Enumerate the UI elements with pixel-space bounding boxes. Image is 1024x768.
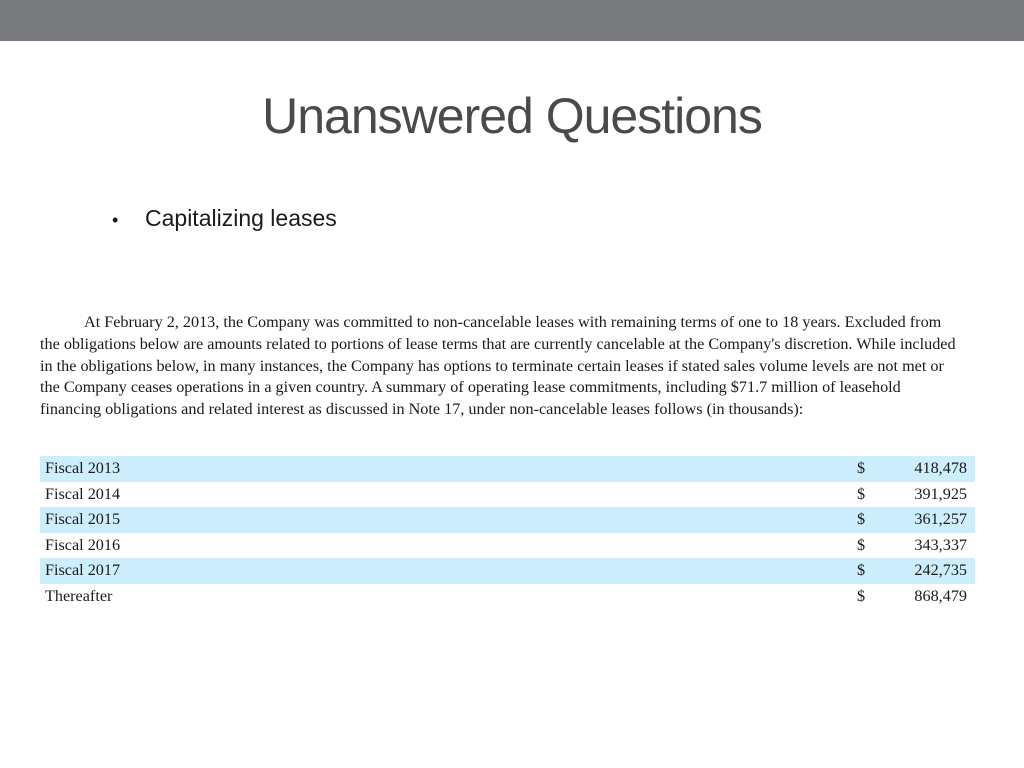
table-row <box>40 456 975 482</box>
bullet-item <box>112 202 337 236</box>
row-currency: $ <box>857 558 913 584</box>
row-label: Fiscal 2016 <box>45 535 121 554</box>
row-label: Fiscal 2013 <box>40 456 857 482</box>
row-label: Thereafter <box>45 586 113 605</box>
row-label: Fiscal 2017 <box>40 558 857 584</box>
row-currency: $ <box>857 535 866 554</box>
row-currency: $ <box>857 586 866 605</box>
row-currency: $ <box>857 507 913 533</box>
row-amount: 343,337 <box>914 535 967 554</box>
slide-title: Unanswered Questions <box>262 88 762 144</box>
bullet-text: Capitalizing leases <box>145 205 337 231</box>
row-amount: 242,735 <box>913 558 975 584</box>
row-label: Fiscal 2014 <box>45 484 121 503</box>
table-row <box>40 482 975 508</box>
row-label: Fiscal 2015 <box>40 507 857 533</box>
table-row <box>40 558 975 584</box>
row-amount: 391,925 <box>914 484 967 503</box>
row-currency: $ <box>857 456 913 482</box>
row-amount: 361,257 <box>913 507 975 533</box>
row-currency: $ <box>857 484 866 503</box>
bullet-list <box>112 202 337 236</box>
lease-commitments-table <box>40 456 975 609</box>
top-banner <box>0 0 1024 41</box>
bullet-dot-icon: • <box>112 210 119 230</box>
row-amount: 868,479 <box>914 586 967 605</box>
table-row <box>40 584 975 610</box>
row-amount: 418,478 <box>913 456 975 482</box>
table-row <box>40 507 975 533</box>
excerpt-paragraph: At February 2, 2013, the Company was committed to non-cancelable leases with remaining terms of one to 18 years. Excluded from the obligations below are amounts related to portions of lease terms that are currently cancelable at the Company's discretion. While included in the obligations below, in many instances, the Company has options to terminate certain leases if stated sales volume levels are not met or the Company ceases operations in a given country. A summary of operating lease commitments, including $71.7 million of leasehold financing obligations and related interest as discussed in Note 17, under non-cancelable leases follows (in thousands): <box>40 313 956 419</box>
table-row <box>40 533 975 559</box>
